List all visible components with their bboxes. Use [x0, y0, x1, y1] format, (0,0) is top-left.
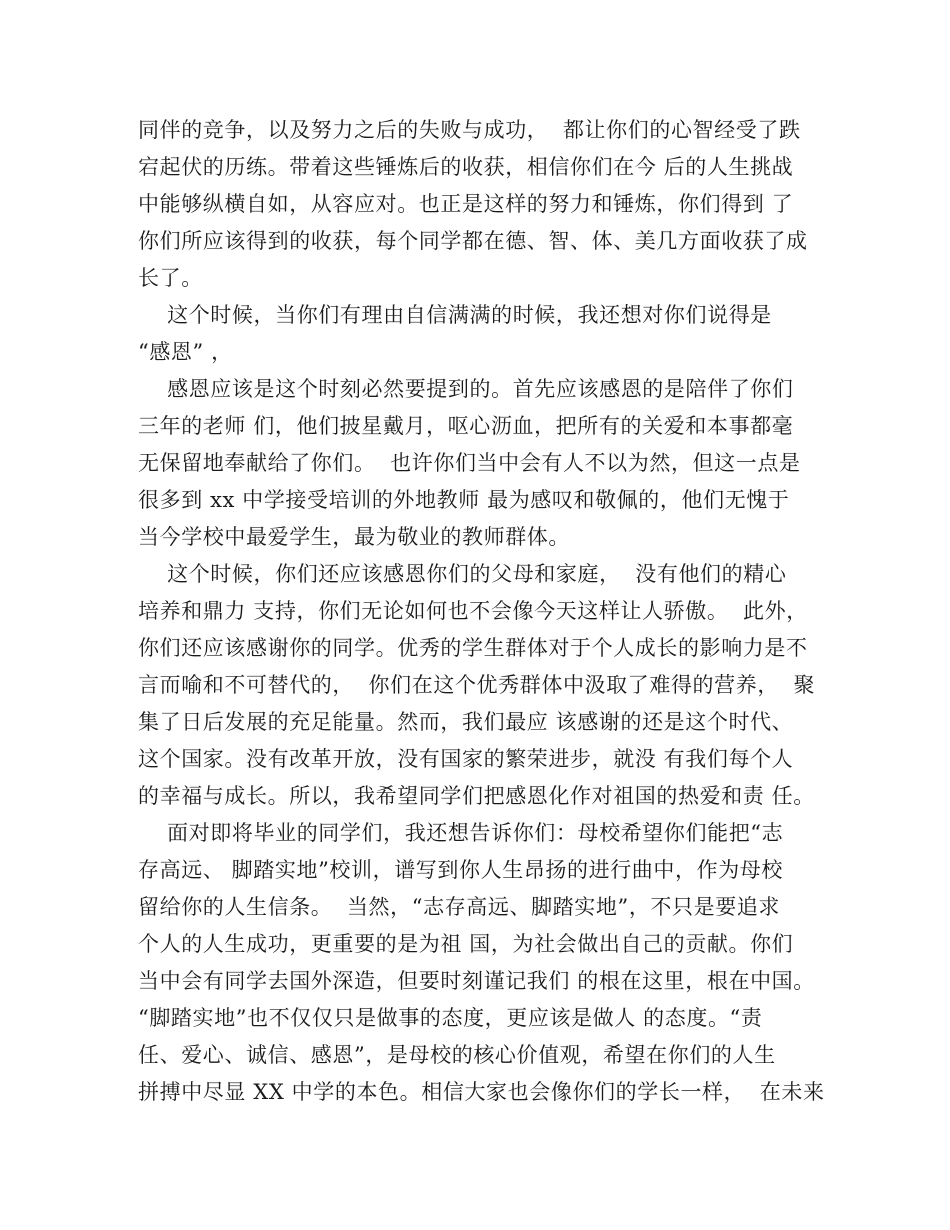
text-line: 宕起伏的历练。带着这些锤炼后的收获，相信你们在今 后的人生挑战: [138, 155, 794, 179]
text-line: 的幸福与成长。所以，我希望同学们把感恩化作对祖国的热爱和责 任。: [138, 784, 815, 808]
text-line: “脚踏实地”也不仅仅只是做事的态度，更应该是做人 的态度。“责: [138, 1006, 763, 1030]
text-line: 无保留地奉献给了你们。 也许你们当中会有人不以为然，但这一点是: [138, 451, 801, 475]
text-line: 这个时候，当你们有理由自信满满的时候，我还想对你们说得是: [138, 303, 772, 327]
text-line: 留给你的人生信条。 当然，“志存高远、脚踏实地”，不只是要追求: [138, 895, 781, 919]
text-line: “感恩” ，: [138, 340, 233, 364]
text-line: 这个时候，你们还应该感恩你们的父母和家庭， 没有他们的精心: [138, 562, 787, 586]
text-line: 你们所应该得到的收获，每个同学都在德、智、体、美几方面收获了成: [138, 229, 808, 253]
text-line: 任、爱心、诚信、感恩”，是母校的核心价值观，希望在你们的人生: [138, 1043, 776, 1067]
text-line: 中能够纵横自如，从容应对。也正是这样的努力和锤炼，你们得到 了: [138, 192, 794, 216]
text-line: 当今学校中最爱学生，最为敬业的教师群体。: [138, 525, 570, 549]
text-line: 个人的人生成功，更重要的是为祖 国，为社会做出自己的贡献。你们: [138, 932, 794, 956]
text-line: 拼搏中尽显 XX 中学的本色。相信大家也会像你们的学长一样， 在未来: [138, 1080, 825, 1104]
text-line: 存高远、 脚踏实地”校训，谱写到你人生昂扬的进行曲中，作为母校: [138, 858, 784, 882]
text-line: 培养和鼎力 支持，你们无论如何也不会像今天这样让人骄傲。 此外，: [138, 599, 808, 623]
text-line: 当中会有同学去国外深造，但要时刻谨记我们 的根在这里，根在中国。: [138, 969, 815, 993]
text-line: 同伴的竞争，以及努力之后的失败与成功， 都让你们的心智经受了跌: [138, 118, 801, 142]
text-line: 你们还应该感谢你的同学。优秀的学生群体对于个人成长的影响力是不: [138, 636, 808, 660]
body-text: [138, 112, 838, 1111]
text-line: 三年的老师 们，他们披星戴月，呕心沥血，把所有的关爱和本事都毫: [138, 414, 794, 438]
text-line: 面对即将毕业的同学们，我还想告诉你们：母校希望你们能把“志: [138, 821, 784, 845]
text-line: 感恩应该是这个时刻必然要提到的。首先应该感恩的是陪伴了你们: [138, 377, 794, 401]
text-line: 很多到 xx 中学接受培训的外地教师 最为感叹和敬佩的，他们无愧于: [138, 488, 790, 512]
text-line: 言而喻和不可替代的， 你们在这个优秀群体中汲取了难得的营养， 聚: [138, 673, 816, 697]
text-line: 这个国家。没有改革开放，没有国家的繁荣进步，就没 有我们每个人: [138, 747, 794, 771]
text-line: 集了日后发展的充足能量。然而，我们最应 该感谢的还是这个时代、: [138, 710, 794, 734]
text-line: 长了。: [138, 266, 203, 290]
